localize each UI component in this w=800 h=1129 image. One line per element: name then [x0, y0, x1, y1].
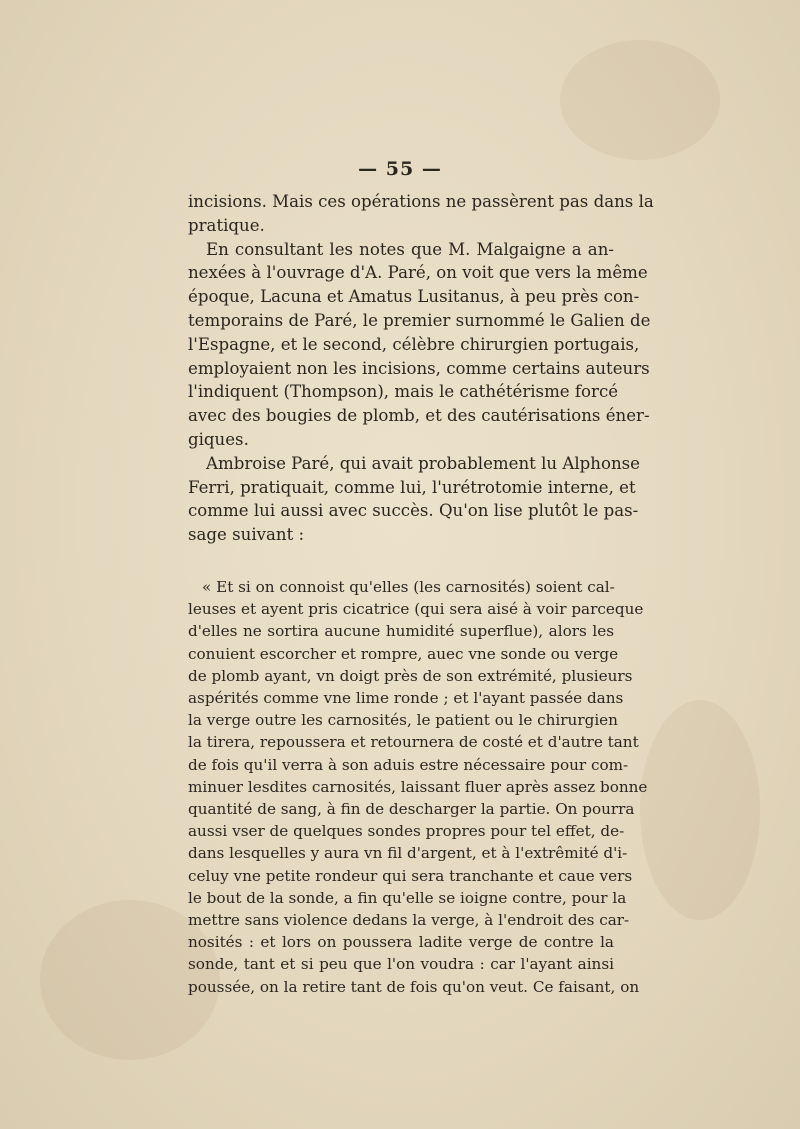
paper-stain [640, 700, 760, 920]
text-line: époque, Lacuna et Amatus Lusitanus, à peu près con- [188, 287, 640, 307]
quote-line: « Et si on connoist qu'elles (les carnosités) soient cal- [202, 578, 615, 596]
text-line: l'indiquent (Thompson), mais le cathétérisme forcé [188, 382, 619, 402]
main-text [188, 190, 654, 547]
text-line: avec des bougies de plomb, et des cautérisations éner- [188, 406, 650, 426]
quote-line: aussi vser de quelques sondes propres pour tel effet, de- [188, 822, 625, 841]
text-line: temporains de Paré, le premier surnommé le Galien de [188, 310, 651, 330]
text-line: Ferri, pratiquait, comme lui, l'urétrotomie interne, et [188, 477, 636, 497]
quote-line: d'elles ne sortira aucune humidité superflue), alors les [188, 622, 614, 641]
text-line: employaient non les incisions, comme certains auteurs [188, 358, 650, 378]
quotation-block [188, 576, 648, 998]
quote-line: mettre sans violence dedans la verge, à l'endroit des car- [188, 911, 630, 930]
paragraph-2 [188, 238, 651, 452]
quote-line: minuer lesdites carnosités, laissant fluer après assez bonne [188, 777, 648, 796]
text-line: sage suivant : [188, 525, 305, 545]
quote-line: poussée, on la retire tant de fois qu'on veut. Ce faisant, on [188, 977, 640, 996]
quote-line: sonde, tant et si peu que l'on voudra : car l'ayant ainsi [188, 955, 614, 974]
quote-line: aspérités comme vne lime ronde ; et l'ayant passée dans [188, 689, 624, 708]
quote-line: quantité de sang, à fin de descharger la partie. On pourra [188, 800, 635, 819]
quote-line: celuy vne petite rondeur qui sera tranchante et caue vers [188, 866, 633, 885]
text-line: comme lui aussi avec succès. Qu'on lise plutôt le pas- [188, 501, 639, 521]
paragraph-3 [188, 452, 640, 547]
paragraph-1 [188, 190, 654, 238]
text-line: l'Espagne, et le second, célèbre chirurgien portugais, [188, 334, 640, 354]
quote-line: de fois qu'il verra à son aduis estre nécessaire pour com- [188, 755, 629, 774]
quote-line: nosités : et lors on poussera ladite verge de contre la [188, 933, 614, 952]
text-line: nexées à l'ouvrage d'A. Paré, on voit que vers la même [188, 263, 648, 283]
paper-stain [560, 40, 720, 160]
quote-line: le bout de la sonde, a fin qu'elle se ioigne contre, pour la [188, 888, 627, 907]
quote-line: la verge outre les carnosités, le patient ou le chirurgien [188, 711, 618, 730]
quote-line: de plomb ayant, vn doigt près de son extrémité, plusieurs [188, 666, 633, 685]
text-line: pratique. [188, 215, 265, 235]
text-line: En consultant les notes que M. Malgaigne a an- [206, 239, 614, 259]
page-number: — 55 — [358, 158, 442, 180]
text-line: giques. [188, 429, 249, 449]
text-line: Ambroise Paré, qui avait probablement lu Alphonse [206, 453, 640, 473]
quote-line: dans lesquelles y aura vn fil d'argent, et à l'extrêmité d'i- [188, 844, 628, 863]
quote-line: conuient escorcher et rompre, auec vne sonde ou verge [188, 644, 619, 663]
quote-line: la tirera, repoussera et retournera de costé et d'autre tant [188, 733, 639, 752]
quote-line: leuses et ayent pris cicatrice (qui sera aisé à voir parceque [188, 600, 644, 619]
text-line: incisions. Mais ces opérations ne passèrent pas dans la [188, 192, 654, 211]
